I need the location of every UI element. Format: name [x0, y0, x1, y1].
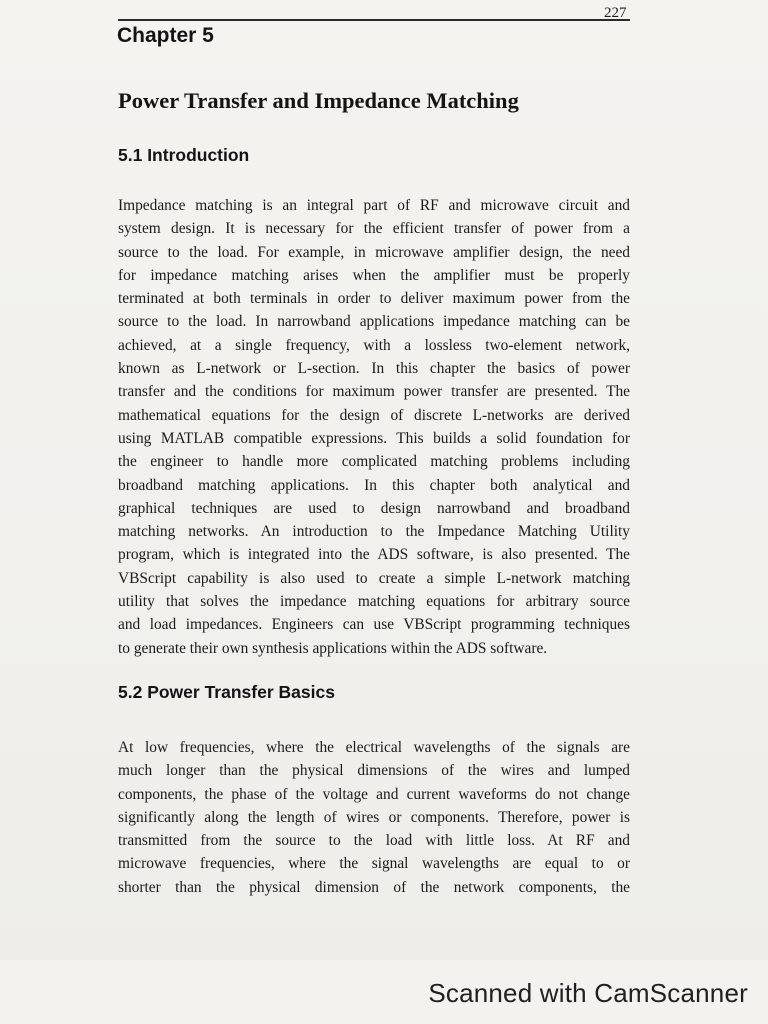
paragraph-line: components, the phase of the voltage and current waveforms do not change — [118, 785, 630, 803]
section-heading-introduction: 5.1 Introduction — [118, 145, 250, 165]
chapter-title: Power Transfer and Impedance Matching — [118, 88, 519, 113]
paragraph-line: and load impedances. Engineers can use VBScript programming techniques — [118, 616, 630, 634]
paragraph-line: At low frequencies, where the electrical wavelengths of the signals are — [118, 739, 630, 756]
paragraph-line: source to the load. For example, in microwave amplifier design, the need — [118, 243, 630, 261]
power-transfer-paragraph — [118, 736, 630, 899]
section-heading-power-transfer-basics: 5.2 Power Transfer Basics — [118, 682, 335, 702]
paragraph-line: transfer and the conditions for maximum power transfer are presented. The — [118, 383, 630, 401]
introduction-paragraph — [118, 194, 630, 660]
paragraph-line: for impedance matching arises when the amplifier must be properly — [118, 266, 630, 284]
paragraph-line: program, which is integrated into the ADS software, is also presented. The — [118, 546, 630, 564]
paragraph-line: mathematical equations for the design of discrete L-networks are derived — [118, 406, 630, 424]
header-rule — [118, 19, 630, 21]
paragraph-line: using MATLAB compatible expressions. This builds a solid foundation for — [118, 429, 630, 447]
paragraph-line: Impedance matching is an integral part of RF and microwave circuit and — [118, 197, 630, 214]
chapter-label: Chapter 5 — [117, 24, 214, 47]
paragraph-line: the engineer to handle more complicated matching problems including — [118, 453, 630, 471]
camscanner-watermark: Scanned with CamScanner — [428, 978, 748, 1008]
paragraph-line: broadband matching applications. In this chapter both analytical and — [118, 476, 630, 494]
paragraph-line: known as L-network or L-section. In this chapter the basics of power — [118, 360, 630, 378]
paragraph-line: graphical techniques are used to design narrowband and broadband — [118, 499, 630, 517]
paragraph-line: significantly along the length of wires or components. Therefore, power is — [118, 808, 630, 826]
paragraph-line: shorter than the physical dimension of the network components, the — [118, 878, 630, 896]
paragraph-line: much longer than the physical dimensions of the wires and lumped — [118, 762, 630, 780]
page-number: 227 — [604, 5, 627, 21]
paragraph-line: source to the load. In narrowband applications impedance matching can be — [118, 313, 630, 331]
paragraph-line: matching networks. An introduction to the Impedance Matching Utility — [118, 523, 630, 541]
paragraph-line: achieved, at a single frequency, with a lossless two-element network, — [118, 336, 630, 354]
paragraph-line: microwave frequencies, where the signal wavelengths are equal to or — [118, 855, 630, 873]
paragraph-line: VBScript capability is also used to create a simple L-network matching — [118, 569, 630, 587]
paragraph-line: transmitted from the source to the load with little loss. At RF and — [118, 832, 630, 850]
paragraph-line: terminated at both terminals in order to deliver maximum power from the — [118, 290, 630, 308]
paragraph-line: utility that solves the impedance matching equations for arbitrary source — [118, 593, 630, 611]
paragraph-line: to generate their own synthesis applications within the ADS software. — [118, 639, 548, 657]
paragraph-line: system design. It is necessary for the efficient transfer of power from a — [118, 220, 630, 238]
